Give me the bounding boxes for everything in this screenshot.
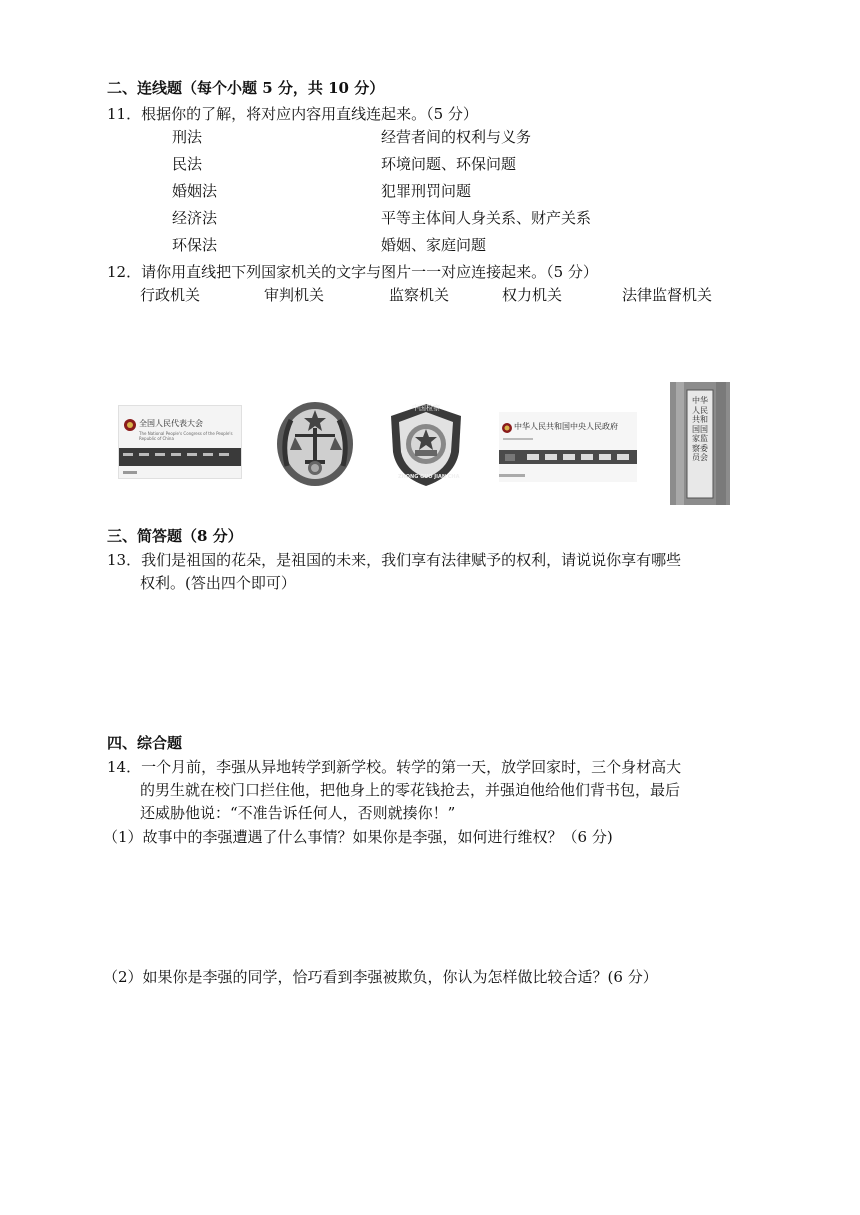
court-emblem-icon [273,396,357,488]
q11-left-item: 民法 [172,155,203,173]
q13-line1: 13．我们是祖国的花朵，是祖国的未来，我们享有法律赋予的权利，请说说你享有哪些 [107,551,682,569]
procuratorate-ring-text: ZHONG GUO JIAN CHA [398,474,460,480]
q14-line3: 还威胁他说：“不准告诉任何人，否则就揍你！” [140,804,456,822]
section2-heading: 二、连线题（每个小题 5 分，共 10 分） [107,79,385,97]
npc-subtitle: The National People's Congress of the People's Republic of China [139,431,233,441]
q14-sub2: （2）如果你是李强的同学，恰巧看到李强被欺负，你认为怎样做比较合适？(6 分） [103,968,658,986]
npc-emblem-icon [119,406,241,478]
q12-organ: 法律监督机关 [622,286,713,304]
q11-left-item: 婚姻法 [172,182,218,200]
q11-left-item: 经济法 [172,209,218,227]
q12-organ: 行政机关 [140,286,201,304]
gov-title: 中华人民共和国中央人民政府 [514,422,618,431]
q12-stem: 12．请你用直线把下列国家机关的文字与图片一一对应连接起来。（5 分） [107,263,598,281]
q12-organ: 权力机关 [502,286,563,304]
npc-title: 全国人民代表大会 [139,419,203,428]
q14-line1: 14．一个月前，李强从异地转学到新学校。转学的第一天，放学回家时，三个身材高大 [107,758,682,776]
q14-line2: 的男生就在校门口拦住他，把他身上的零花钱抢去，并强迫他给他们背书包，最后 [140,781,681,799]
court-emblem-image [273,396,357,488]
q14-sub1: （1）故事中的李强遭遇了什么事情？如果你是李强，如何进行维权？（6 分) [103,828,613,846]
q11-right-item: 经营者间的权利与义务 [381,128,532,146]
section3-heading: 三、简答题（8 分） [107,527,243,545]
q11-right-item: 平等主体间人身关系、财产关系 [381,209,592,227]
q11-left-item: 环保法 [172,236,218,254]
q11-stem: 11．根据你的了解，将对应内容用直线连起来。（5 分） [107,105,478,123]
q11-right-item: 犯罪刑罚问题 [381,182,472,200]
procuratorate-emblem-image [385,400,467,488]
q11-right-item: 婚姻、家庭问题 [381,236,487,254]
q11-left-item: 刑法 [172,128,203,146]
procuratorate-top-text: 中国检察 [412,404,440,412]
commission-sign-text: 中华人民共和国国家监察委员会 [692,396,708,462]
q13-line2: 权利。(答出四个即可） [140,574,296,592]
npc-banner-image [118,405,242,479]
central-government-banner-image [499,412,637,482]
q12-organ: 监察机关 [389,286,450,304]
q12-organ: 审判机关 [264,286,325,304]
section4-heading: 四、综合题 [107,734,183,752]
supervisory-commission-sign-image [670,382,730,505]
q11-right-item: 环境问题、环保问题 [381,155,517,173]
